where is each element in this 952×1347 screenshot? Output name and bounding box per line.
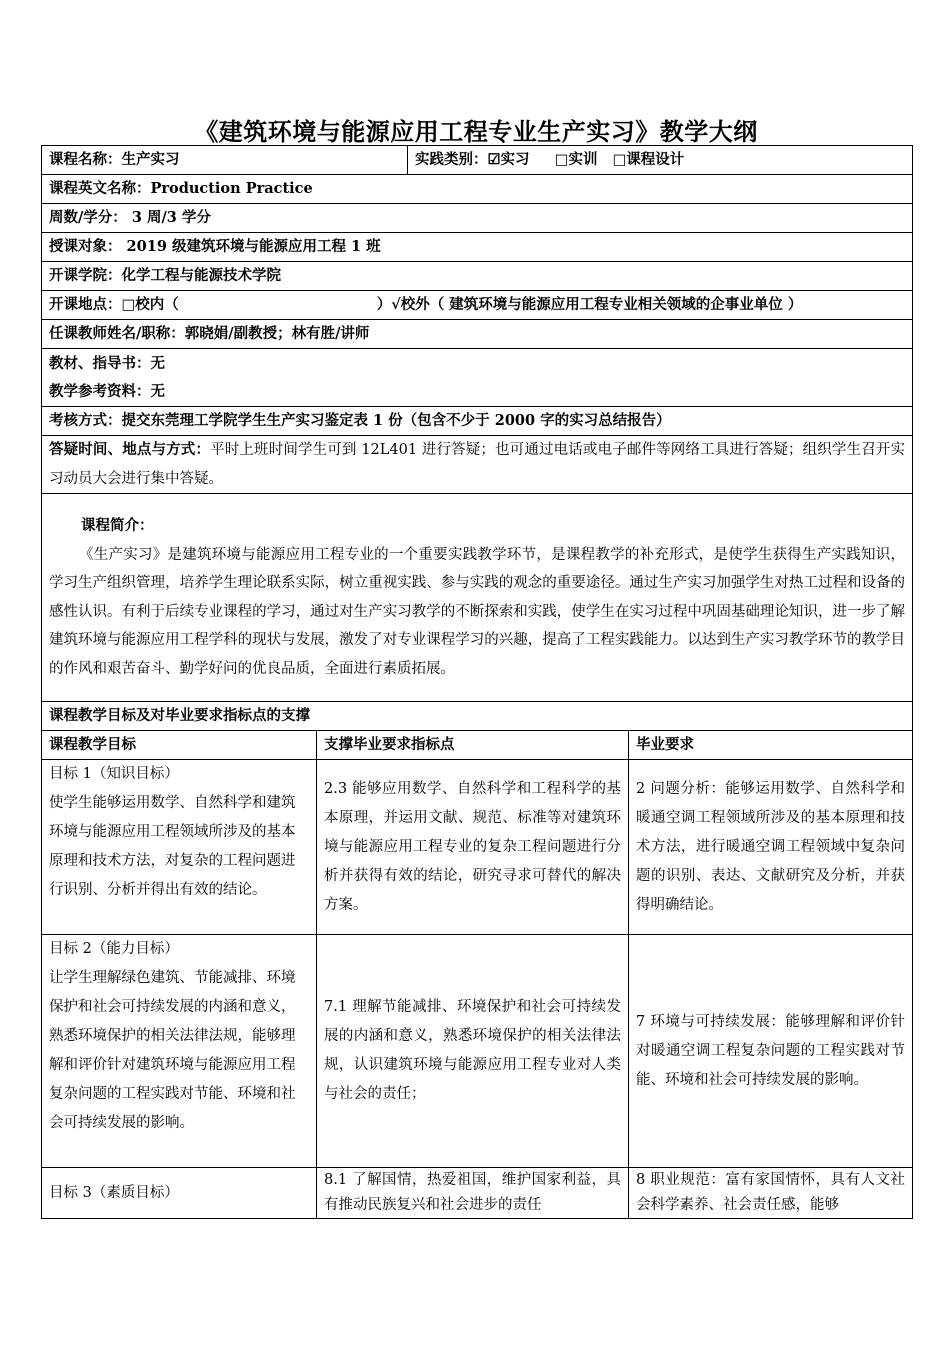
intro-heading: 课程简介： [81, 517, 154, 534]
practice-option-training: □实训 [554, 151, 598, 168]
syllabus-table [41, 145, 913, 1219]
requirement-3: 8 职业规范：富有家国情怀，具有人文社会科学素养、社会责任感，能够 [629, 1168, 913, 1219]
references: 教学参考资料：无 [49, 382, 165, 400]
location [42, 291, 913, 320]
requirement-2: 7 环境与可持续发展：能够理解和评价针对暖通空调工程复杂问题的工程实践对节能、环境和社会可持续发展的影响。 [629, 935, 913, 1168]
goal-1-title: 目标 1（知识目标） [49, 766, 179, 782]
requirement-1: 2 问题分析：能够运用数学、自然科学和暖通空调工程领域所涉及的基本原理和技术方法，进行暖通空调工程领域中复杂问题的识别、表达、文献研究及分析，并获得明确结论。 [629, 760, 913, 935]
goal-1-text: 使学生能够运用数学、自然科学和建筑环境与能源应用工程领域所涉及的基本原理和技术方法，对复杂的工程问题进行识别、分析并得出有效的结论。 [49, 795, 296, 898]
qa-text: 平时上班时间学生可到 12L401 进行答疑；也可通过电话或电子邮件等网络工具进行答疑；组织学生召开实习动员大会进行集中答疑。 [49, 442, 905, 487]
teaching-target: 授课对象： 2019 级建筑环境与能源应用工程 1 班 [42, 233, 913, 262]
indicator-2: 7.1 理解节能减排、环境保护和社会可持续发展的内涵和意义，熟悉环境保护的相关法律法规，认识建筑环境与能源应用工程专业对人类与社会的责任； [317, 935, 629, 1168]
course-name: 课程名称：生产实习 [42, 146, 408, 175]
materials [42, 349, 913, 407]
practice-type [408, 146, 913, 175]
goal-2 [42, 935, 317, 1168]
goal-2-title: 目标 2（能力目标） [49, 941, 179, 957]
document-title: 《建筑环境与能源应用工程专业生产实习》教学大纲 [194, 117, 758, 146]
indicator-1: 2.3 能够应用数学、自然科学和工程科学的基本原理，并运用文献、规范、标准等对建筑环境与能源应用工程专业的复杂工程问题进行分析并获得有效的结论，研究寻求可替代的解决方案。 [317, 760, 629, 935]
header-goal: 课程教学目标 [42, 731, 317, 760]
qa-label: 答疑时间、地点与方式： [49, 441, 211, 458]
indicator-3: 8.1 了解国情，热爱祖国，维护国家利益，具有推动民族复兴和社会进步的责任 [317, 1168, 629, 1219]
course-intro [42, 494, 913, 702]
practice-type-label: 实践类别： [415, 151, 488, 168]
header-indicator: 支撑毕业要求指标点 [317, 731, 629, 760]
goal-2-text: 让学生理解绿色建筑、节能减排、环境保护和社会可持续发展的内涵和意义，熟悉环境保护的相关法律法规，能够理解和评价针对建筑环境与能源应用工程复杂问题的工程实践对节能、环境和社会可持续发展的影响。 [49, 970, 296, 1131]
school: 开课学院：化学工程与能源技术学院 [42, 262, 913, 291]
practice-option-internship: ☑实习 [487, 151, 530, 168]
goal-1 [42, 760, 317, 935]
goal-3-title: 目标 3（素质目标） [49, 1185, 179, 1201]
practice-option-course-design: □课程设计 [612, 151, 685, 168]
location-label: 开课地点： [49, 296, 122, 313]
objectives-section-title: 课程教学目标及对毕业要求指标点的支撑 [42, 702, 913, 731]
qa [42, 436, 913, 494]
goal-3 [42, 1168, 317, 1219]
weeks-credits: 周数/学分： 3 周/3 学分 [42, 204, 913, 233]
teachers: 任课教师姓名/职称：郭晓娟/副教授；林有胜/讲师 [42, 320, 913, 349]
intro-text: 《生产实习》是建筑环境与能源应用工程专业的一个重要实践教学环节，是课程教学的补充形式，是使学生获得生产实践知识，学习生产组织管理，培养学生理论联系实际，树立重视实践、参与实践的观念的重要途径。通过生产实习加强学生对热工过程和设备的感性认识。有利于后续专业课程的学习，通过对生产实习教学的不断探索和实践，使学生在实习过程中巩固基础理论知识，进一步了解建筑环境与能源应用工程学科的现状与发展，激发了对专业课程学习的兴趣，提高了工程实践能力。以达到生产实习教学环节的教学目的作风和艰苦奋斗、勤学好问的优良品质，全面进行素质拓展。 [49, 546, 905, 677]
location-campus-out: ）√校外（ 建筑环境与能源应用工程专业相关领域的企事业单位 ） [376, 296, 803, 313]
english-name: 课程英文名称：Production Practice [42, 175, 913, 204]
textbook: 教材、指导书：无 [49, 354, 165, 372]
assessment: 考核方式：提交东莞理工学院学生生产实习鉴定表 1 份（包含不少于 2000 字的实习总结报告） [42, 407, 913, 436]
location-campus-in: □校内（ [121, 296, 179, 313]
header-requirement: 毕业要求 [629, 731, 913, 760]
